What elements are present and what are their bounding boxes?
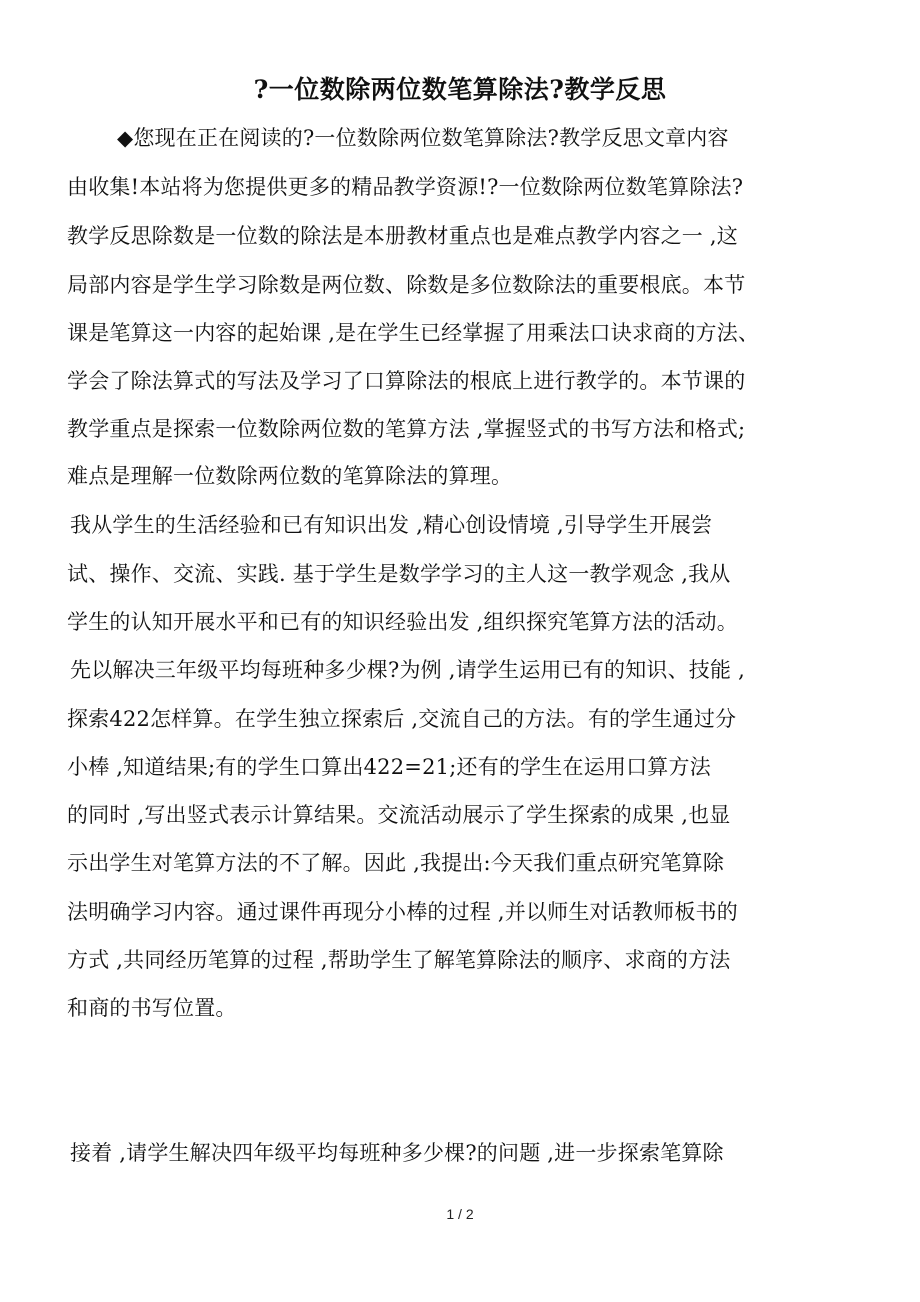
paragraph-line: 局部内容是学生学习除数是两位数、除数是多位数除法的重要根底。本节 [67, 273, 746, 297]
paragraph-line: 接着 ,请学生解决四年级平均每班种多少棵?的问题 ,进一步探索笔算除 [70, 1141, 724, 1165]
paragraph-line: 探索422怎样算。在学生独立探索后 ,交流自己的方法。有的学生通过分 [67, 707, 737, 731]
paragraph-line: 小棒 ,知道结果;有的学生口算出422=21;还有的学生在运用口算方法 [67, 755, 711, 779]
paragraph-line: 教学反思除数是一位数的除法是本册教材重点也是难点教学内容之一 ,这 [67, 224, 738, 248]
paragraph-line: 法明确学习内容。通过课件再现分小棒的过程 ,并以师生对话教师板书的 [67, 900, 738, 924]
paragraph-line: 教学重点是探索一位数除两位数的笔算方法 ,掌握竖式的书写方法和格式; [67, 417, 746, 441]
paragraph-line: 示出学生对笔算方法的不了解。因此 ,我提出:今天我们重点研究笔算除 [67, 851, 725, 875]
paragraph-line: 的同时 ,写出竖式表示计算结果。交流活动展示了学生探索的成果 ,也显 [67, 803, 731, 827]
paragraph-line: 试、操作、交流、实践. 基于学生是数学学习的主人这一教学观念 ,我从 [67, 562, 731, 586]
paragraph-line: 难点是理解一位数除两位数的笔算除法的算理。 [67, 464, 513, 488]
paragraph-line: 学会了除法算式的写法及学习了口算除法的根底上进行教学的。本节课的 [67, 369, 746, 393]
document-title: ?一位数除两位数笔算除法?教学反思 [253, 75, 667, 104]
paragraph-line: 课是笔算这一内容的起始课 ,是在学生已经掌握了用乘法口诀求商的方法、 [67, 321, 760, 345]
page-number: 1 / 2 [446, 1206, 474, 1222]
paragraph-line: 由收集!本站将为您提供更多的精品教学资源!?一位数除两位数笔算除法? [67, 175, 744, 199]
paragraph-line: ◆您现在正在阅读的?一位数除两位数笔算除法?教学反思文章内容 [117, 126, 729, 150]
paragraph-line: 我从学生的生活经验和已有知识出发 ,精心创设情境 ,引导学生开展尝 [70, 513, 713, 537]
paragraph-line: 学生的认知开展水平和已有的知识经验出发 ,组织探究笔算方法的活动。 [67, 610, 738, 634]
paragraph-line: 先以解决三年级平均每班种多少棵?为例 ,请学生运用已有的知识、技能 , [70, 658, 745, 682]
paragraph-line: 和商的书写位置。 [67, 996, 237, 1020]
paragraph-line: 方式 ,共同经历笔算的过程 ,帮助学生了解笔算除法的顺序、求商的方法 [67, 948, 731, 972]
